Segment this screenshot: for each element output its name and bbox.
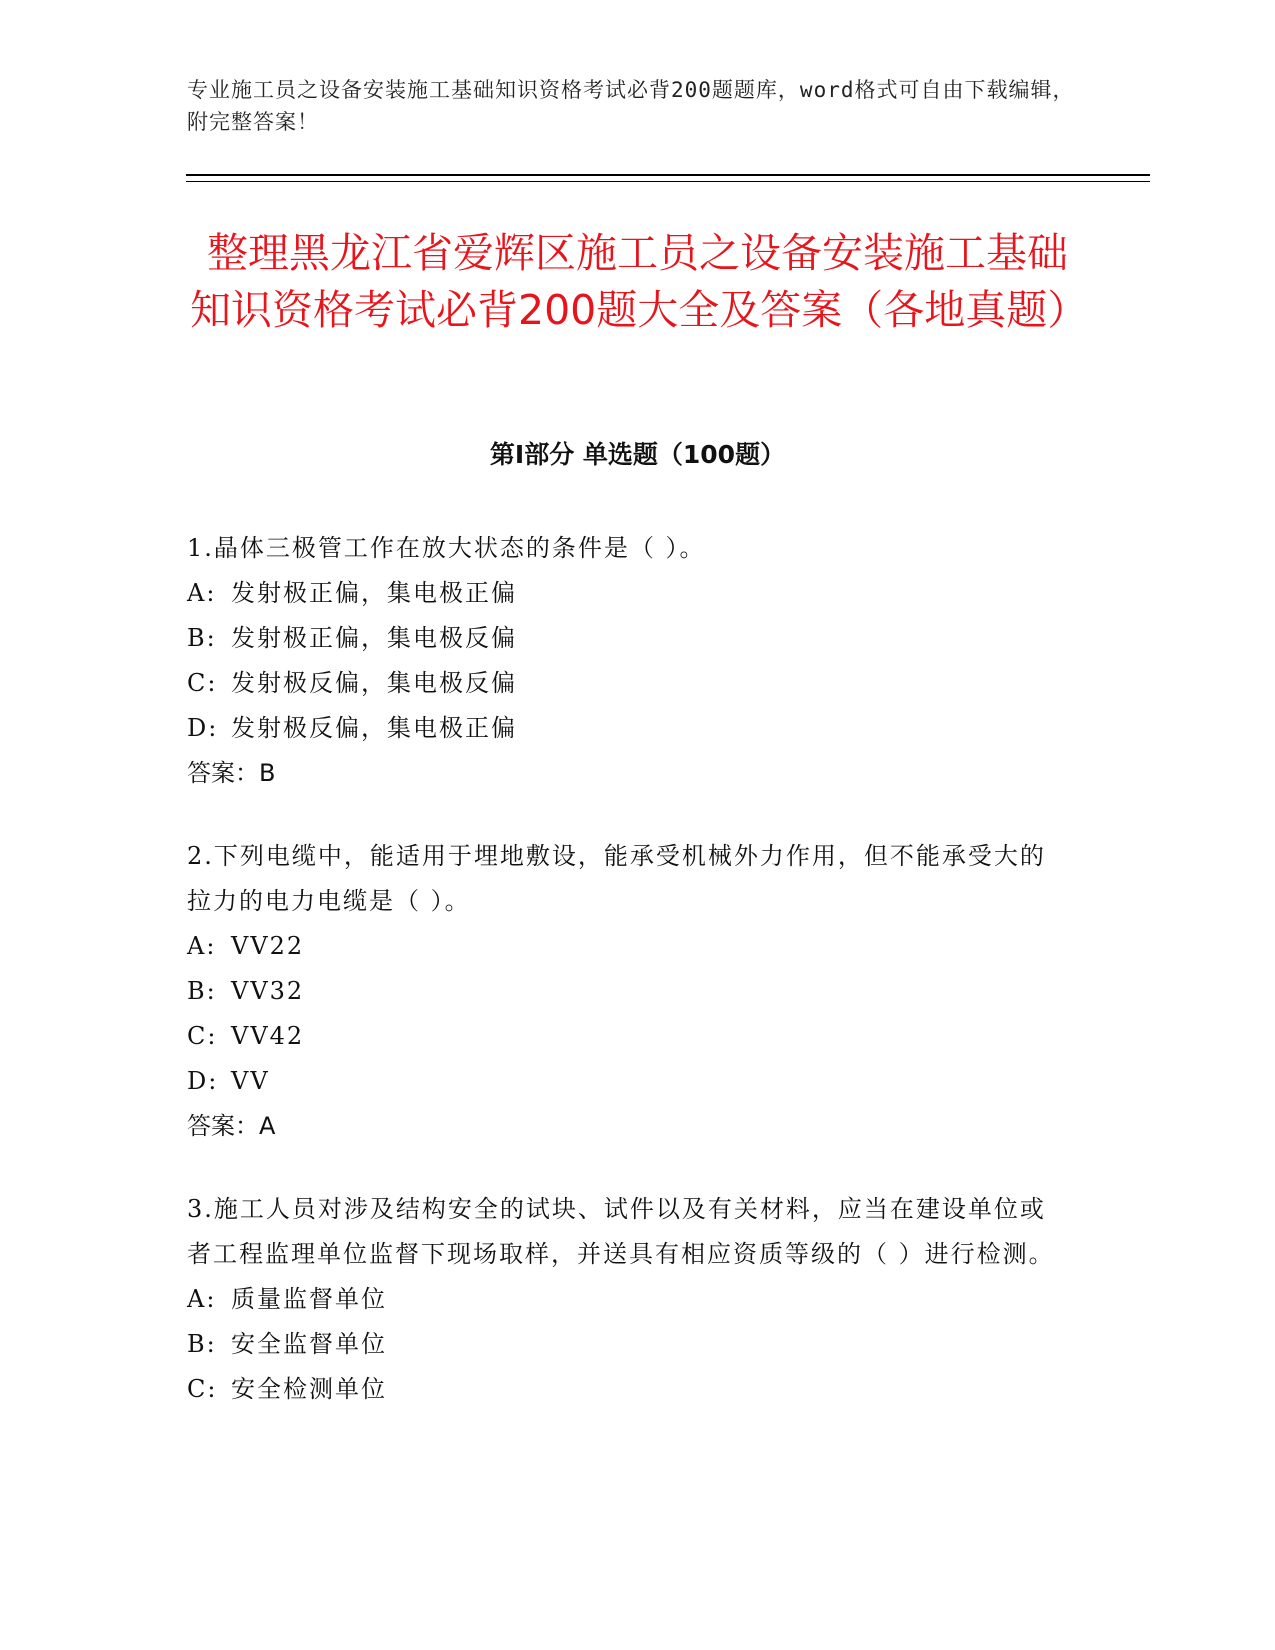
option-letter: D: [187, 1067, 219, 1095]
question-text: 2.下列电缆中，能适用于埋地敷设，能承受机械外力作用，但不能承受大的拉力的电力电缆是（ ）。 [187, 842, 1046, 915]
option-letter: A: [187, 579, 217, 607]
option-a [187, 924, 1067, 969]
option-c [187, 1014, 1067, 1059]
option-text: 质量监督单位 [231, 1285, 387, 1313]
question-list [187, 526, 1067, 1450]
option-b [187, 1322, 1067, 1367]
option-b [187, 616, 1067, 661]
question-text: 1.晶体三极管工作在放大状态的条件是（ ）。 [187, 534, 706, 562]
option-a [187, 1277, 1067, 1322]
question-text: 3.施工人员对涉及结构安全的试块、试件以及有关材料，应当在建设单位或者工程监理单位监督下现场取样，并送具有相应资质等级的（ ）进行检测。 [187, 1195, 1055, 1268]
section-title: 第Ⅰ部分 单选题（100题） [489, 440, 786, 469]
question-2 [187, 834, 1067, 1149]
option-text: VV42 [231, 1022, 305, 1050]
option-d [187, 706, 1067, 751]
header-note: 专业施工员之设备安装施工基础知识资格考试必背200题题库，word格式可自由下载编辑，附完整答案！ [187, 78, 1075, 134]
option-d [187, 1059, 1067, 1104]
option-letter: B: [187, 1330, 217, 1358]
answer-line: 答案：B [187, 759, 276, 787]
option-text: 发射极正偏，集电极反偏 [231, 624, 517, 652]
option-letter: D: [187, 714, 219, 742]
option-text: VV22 [231, 932, 305, 960]
option-text: 安全检测单位 [231, 1375, 387, 1403]
option-c [187, 661, 1067, 706]
option-text: 发射极反偏，集电极正偏 [231, 714, 517, 742]
header-divider-thick [186, 174, 1150, 176]
option-letter: B: [187, 977, 217, 1005]
option-text: 安全监督单位 [231, 1330, 387, 1358]
option-c [187, 1367, 1067, 1412]
option-text: 发射极正偏，集电极正偏 [231, 579, 517, 607]
option-letter: B: [187, 624, 217, 652]
option-text: VV32 [231, 977, 305, 1005]
option-text: VV [231, 1067, 270, 1095]
option-text: 发射极反偏，集电极反偏 [231, 669, 517, 697]
option-letter: C: [187, 669, 218, 697]
option-a [187, 571, 1067, 616]
question-3 [187, 1187, 1067, 1412]
option-b [187, 969, 1067, 1014]
header-divider-thin [186, 181, 1150, 182]
option-letter: A: [187, 1285, 217, 1313]
option-letter: C: [187, 1022, 218, 1050]
document-title: 整理黑龙江省爱辉区施工员之设备安装施工基础知识资格考试必背200题大全及答案（各地真题） [190, 229, 1089, 334]
option-letter: A: [187, 932, 217, 960]
question-1 [187, 526, 1067, 796]
option-letter: C: [187, 1375, 218, 1403]
answer-line: 答案：A [187, 1112, 276, 1140]
